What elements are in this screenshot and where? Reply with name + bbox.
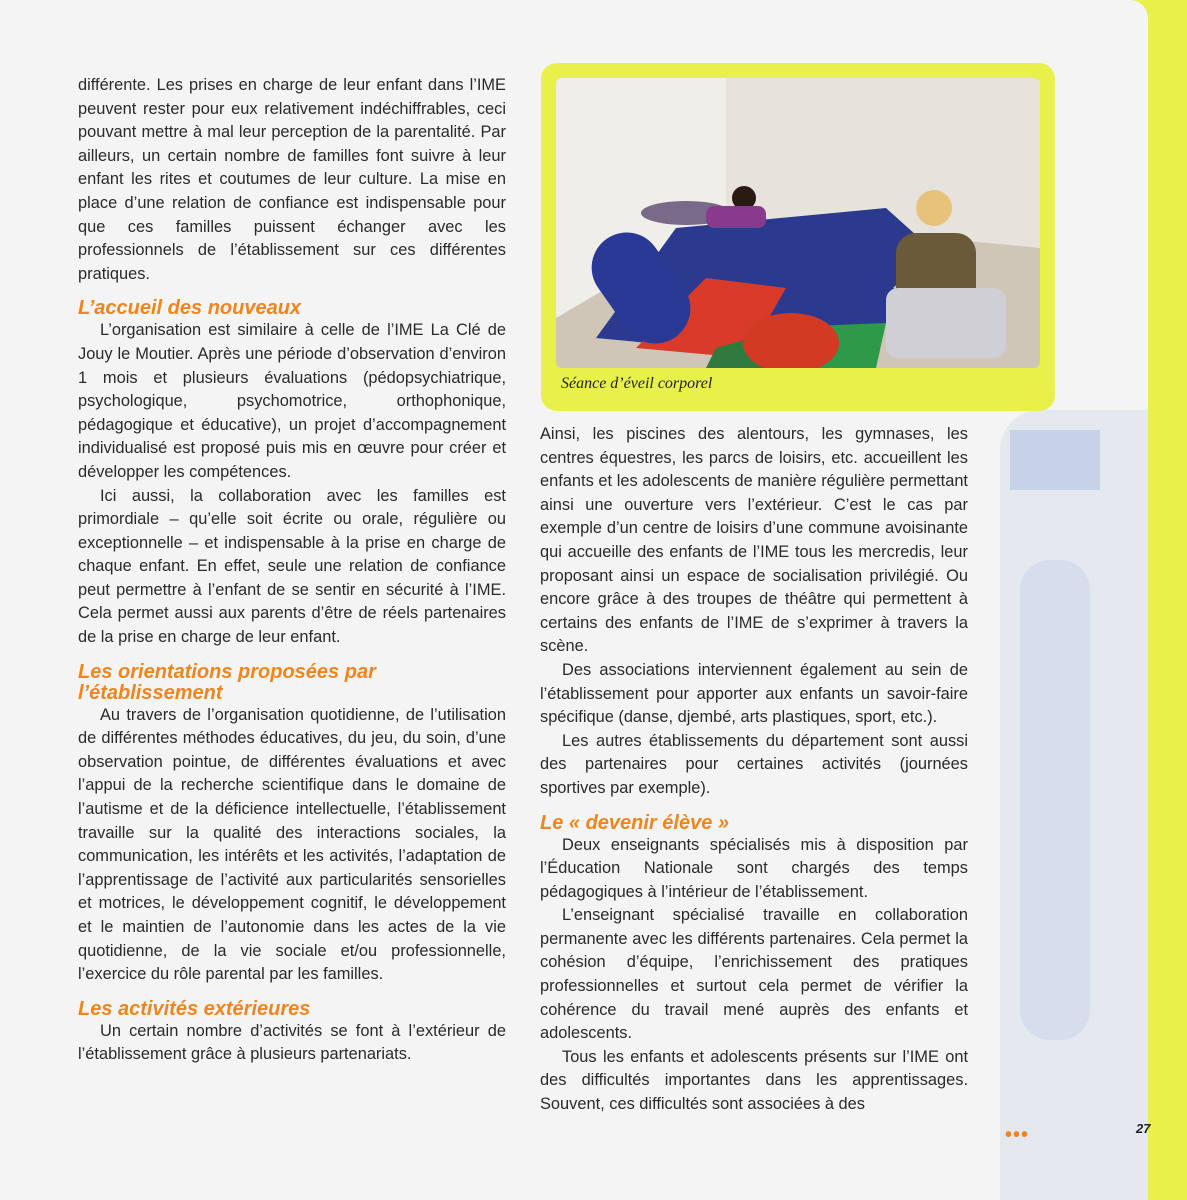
photo xyxy=(556,78,1040,368)
right-column xyxy=(540,423,968,1117)
heading-line: Les orientations proposées par xyxy=(78,660,376,683)
paragraph: Les autres établissements du département sont aussi des partenaires pour certaines activités (journées sportives par exemple). xyxy=(540,731,968,797)
paragraph: L’organisation est similaire à celle de l’IME La Clé de Jouy le Moutier. Après une période d’observation d’environ 1 mois et plusieurs évaluations (pédopsychiatrique, psychologique, psychomotrice, orthophonique, pédagogique et éducative), un projet d’accompagnement individualisé est proposé puis mis en œuvre pour créer et développer les compétences. xyxy=(78,321,506,481)
paragraph: Deux enseignants spécialisés mis à disposition par l’Éducation Nationale sont chargés des temps pédagogiques à l’intérieur de l’établissement. xyxy=(540,835,968,901)
photo-illustration xyxy=(556,78,1040,368)
decorative-strip xyxy=(1020,560,1090,1040)
paragraph: Des associations interviennent également au sein de l’établissement pour apporter aux enfants un savoir-faire spécifique (danse, djembé, arts plastiques, sport, etc.). xyxy=(540,660,968,727)
left-column xyxy=(78,74,506,1067)
page-number: 27 xyxy=(1136,1121,1151,1136)
continuation-dots: ••• xyxy=(1005,1124,1030,1146)
paragraph: Tous les enfants et adolescents présents sur l’IME ont des difficultés importantes dans les apprentissages. Souvent, ces difficultés sont associées à des xyxy=(540,1047,968,1114)
heading-line: l’établissement xyxy=(78,681,223,704)
paragraph: Ici aussi, la collaboration avec les familles est primordiale – qu’elle soit écrite ou orale, régulière ou exceptionnelle – et indispensable à la prise en charge de chaque enfant. En effet, seule une relation de confiance peut permettre à l’enfant de se sentir en sécurité à l’IME. Cela permet aussi aux parents d’être de réels partenaires de la prise en charge de leur enfant. xyxy=(78,486,506,647)
yellow-margin xyxy=(1148,0,1187,1200)
decorative-strip xyxy=(1010,430,1100,490)
section-heading-activites: Les activités extérieures xyxy=(78,997,311,1020)
section-heading-accueil: L’accueil des nouveaux xyxy=(78,297,302,320)
section-heading-orientations xyxy=(78,662,506,704)
paragraph: différente. Les prises en charge de leur enfant dans l’IME peuvent rester pour eux relativement indéchiffrables, ceci pouvant mettre à mal leur perception de la parentalité. Par ailleurs, un certain nombre de familles font suivre à leur enfant les rites et coutumes de leur culture. La mise en place d’une relation de confiance est indispensable pour que ces familles puissent échanger avec les professionnels de l’établissement sur ces différentes pratiques. xyxy=(78,76,506,283)
paragraph: L’enseignant spécialisé travaille en collaboration permanente avec les différents partenaires. Cela permet la cohésion d’équipe, l’enrichissement des pratiques professionnelles et surtout cela permet de vérifier la cohérence du travail mené auprès des enfants et adolescents. xyxy=(540,906,968,1043)
paragraph: Un certain nombre d’activités se font à l’extérieur de l’établissement grâce à plusieurs partenariats. xyxy=(78,1021,506,1064)
paragraph: Ainsi, les piscines des alentours, les gymnases, les centres équestres, les parcs de loisirs, etc. accueillent les enfants et les adolescents de manière régulière permettant ainsi une ouverture vers l’extérieur. C’est le cas par exemple d’un centre de loisirs d’une commune avoisinante qui accueille des enfants de l’IME tous les mercredis, leur proposant ainsi un espace de socialisation privilégié. Ou encore grâce à des troupes de théâtre qui permettent à certains des enfants de l’IME de s’exprimer à travers la scène. xyxy=(540,425,968,656)
section-heading-devenir: Le « devenir élève » xyxy=(540,811,730,834)
paragraph: Au travers de l’organisation quotidienne, de l’utilisation de différentes méthodes éducatives, du jeu, du soin, d’une observation pointue, de différentes évaluations et avec l’appui de la recherche scientifique dans le domaine de l’autisme et de la déficience intellectuelle, l’établissement travaille sur la qualité des interactions sociales, la communication, les intérêts et les activités, l’adaptation de l’apprentissage de l’activité aux particularités sensorielles et motrices, le développement cognitif, le développement et le maintien de l’autonomie dans les actes de la vie quotidienne, de la vie sociale et/ou professionnelle, l’exercice du rôle parental par les familles. xyxy=(78,705,506,984)
photo-caption: Séance d’éveil corporel xyxy=(561,375,713,392)
